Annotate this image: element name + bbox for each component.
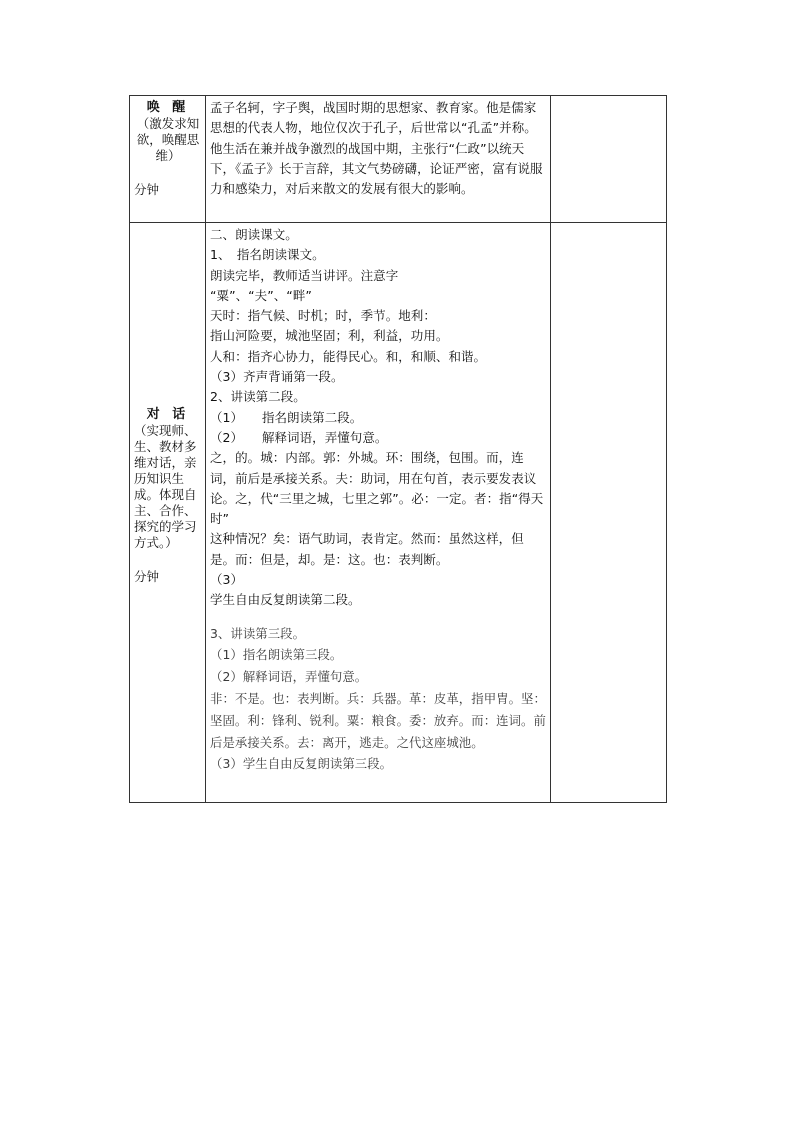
content-line: 非：不是。也：表判断。兵：兵器。革：皮革，指甲胄。坚：坚固。利：锋利、锐利。粟：粮食。委：放弃。而：连词。前后是承接关系。去：离开，逃走。之代这座城池。 [210,691,546,750]
phase-description: （激发求知欲，唤醒思维） [136,116,200,163]
phase-description: （实现师、生、教材多维对话，亲历知识生成。体现自主、合作、探究的学习方式。） [134,423,197,550]
content-line: 2、讲读第二段。 [210,389,306,405]
notes-cell [551,223,667,803]
content-line: 人和：指齐心协力，能得民心。和，和顺、和谐。 [210,348,487,364]
content-line: “粟”、“夫”、“畔” [210,287,312,303]
content-cell [206,223,551,803]
lesson-plan-table [129,95,667,803]
content-lines [206,223,550,613]
table-row-awaken [130,96,667,223]
content-line: （3） [210,572,244,588]
content-line: （3）齐声背诵第一段。 [210,369,344,385]
content-line: （2）解释词语，弄懂句意。 [210,669,368,685]
minutes-label: 分钟 [134,569,160,584]
content-cell [206,96,551,223]
phase-cell [130,223,206,803]
content-line: 学生自由反复朗读第二段。 [210,592,361,608]
minutes-label: 分钟 [134,182,160,197]
content-line: （1）指名朗读第三段。 [210,647,343,663]
content-line: 二、朗读课文。 [210,227,298,242]
content-line: 朗读完毕，教师适当讲评。注意字 [210,267,399,283]
content-line: 3、讲读第三段。 [210,625,306,641]
phase-title: 对 话 [146,407,190,422]
phase-cell [130,96,206,223]
content-line: （1） 指名朗读第二段。 [210,409,363,425]
faded-content-lines [206,621,550,778]
content-line: 1、 指名朗读课文。 [210,247,325,263]
phase-title: 唤 醒 [146,100,190,115]
content-paragraph: 孟子名轲，字子舆，战国时期的思想家、教育家。他是儒家思想的代表人物，地位仅次于孔子，后世常以“孔孟”并称。他生活在兼并战争激烈的战国中期，主张行“仁政”以统天下，《孟子》长于言辞，其文气势磅礴，论证严密，富有说服力和感染力，对后来散文的发展有很大的影响。 [210,100,543,197]
content-line: （3）学生自由反复朗读第三段。 [210,756,393,772]
content-line: 之，的。城：内部。郭：外城。环：围绕，包围。而，连词，前后是承接关系。夫：助词，用在句首，表示要发表议论。之，代“三里之城，七里之郭”。必：一定。者：指“得天时” [210,450,544,527]
content-line: 天时：指气候、时机；时，季节。地利： [210,308,436,324]
notes-cell [551,96,667,223]
table-row-dialogue [130,223,667,803]
content-line: 这种情况？矣：语气助词，表肯定。然而：虽然这样，但是。而：但是，却。是：这。也：表判断。 [210,531,524,567]
content-line: 指山河险要，城池坚固；利，利益，功用。 [210,328,449,344]
content-line: （2） 解释词语，弄懂句意。 [210,429,388,445]
